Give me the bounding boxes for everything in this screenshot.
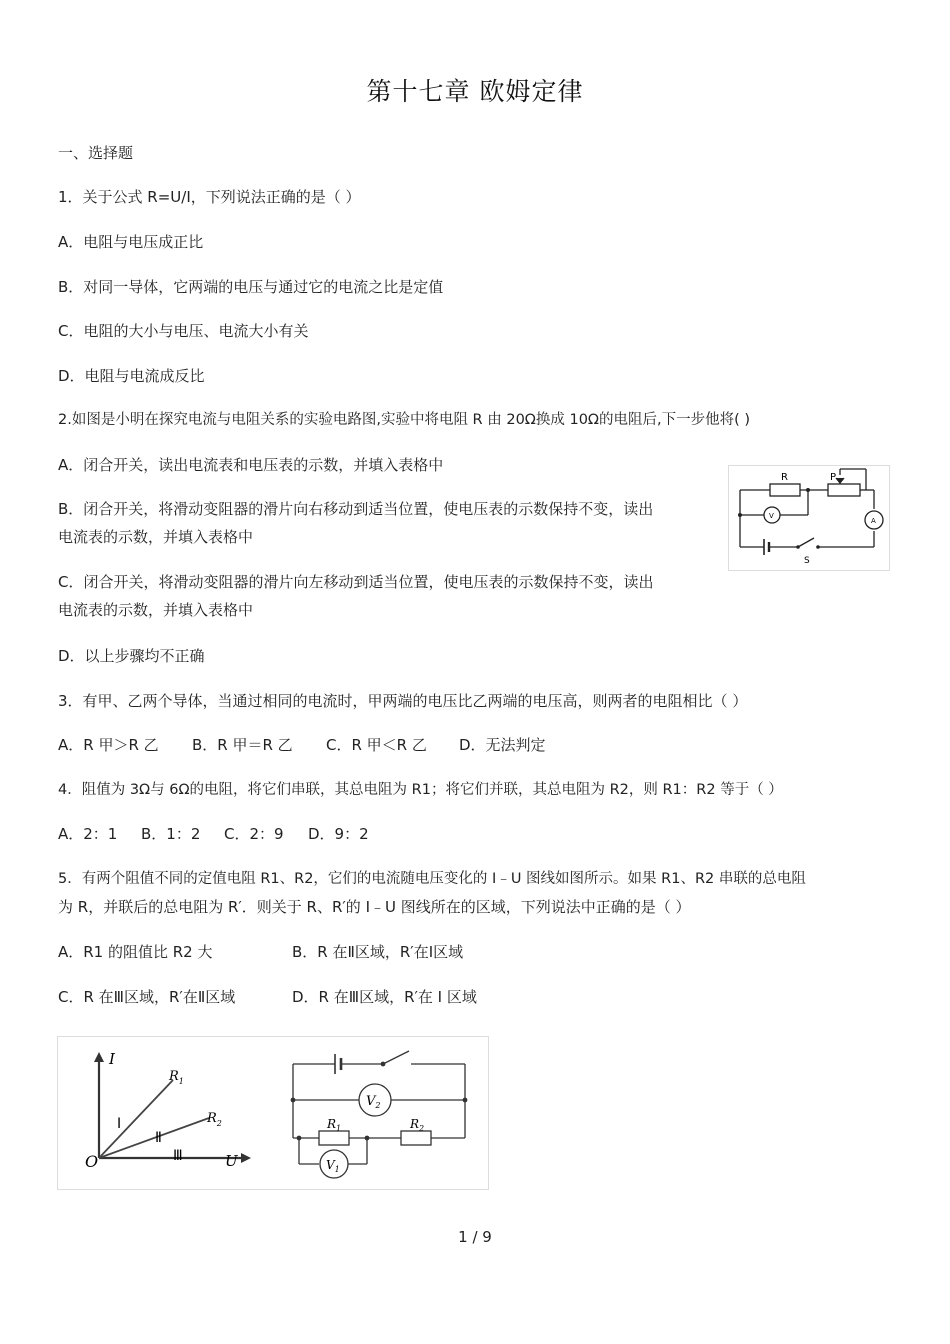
q4-option-b: B．1：2	[141, 825, 201, 843]
q5-label-r1: $R_1$	[169, 1069, 184, 1086]
q3-option-c: C．R 甲＜R 乙	[326, 736, 427, 754]
q5-option-d: D．R 在Ⅲ区域，R′在 I 区域	[292, 988, 477, 1006]
section-heading: 一、选择题	[58, 144, 134, 162]
q2-label-a: A	[871, 517, 876, 525]
q2-label-v: V	[769, 512, 774, 520]
q5-option-a: A．R1 的阻值比 R2 大	[58, 943, 213, 961]
q5-iu-graph	[85, 1050, 251, 1171]
q4-option-c: C．2：9	[224, 825, 284, 843]
q5-label-r1-circuit: $R_1$	[327, 1117, 342, 1133]
q3-option-b: B．R 甲＝R 乙	[192, 736, 293, 754]
q5-stem-line1: 5．有两个阻值不同的定值电阻 R1、R2，它们的电流随电压变化的 I﹣U 图线如图所示。如果 R1、R2 串联的总电阻	[58, 871, 806, 887]
q5-options-row2	[58, 987, 477, 1007]
page-number: 1 / 9	[458, 1228, 492, 1246]
q5-option-c: C．R 在Ⅲ区域，R′在Ⅱ区域	[58, 988, 236, 1006]
q2-option-b-line1: B．闭合开关，将滑动变阻器的滑片向右移动到适当位置，使电压表的示数保持不变，读出	[58, 500, 654, 518]
q4-stem: 4．阻值为 3Ω与 6Ω的电阻，将它们串联，其总电阻为 R1；将它们并联，其总电阻为 R2，则 R1：R2 等于（ ）	[58, 782, 783, 798]
q2-circuit-diagram	[728, 465, 890, 571]
q5-option-b: B．R 在Ⅱ区域，R′在Ⅰ区域	[292, 943, 464, 961]
q2-label-s: S	[804, 556, 810, 566]
q1-option-a: A．电阻与电压成正比	[58, 233, 204, 251]
q3-option-d: D．无法判定	[459, 736, 546, 754]
q2-option-b-line2: 电流表的示数，并填入表格中	[58, 528, 254, 546]
q1-option-d: D．电阻与电流成反比	[58, 367, 205, 385]
q5-origin: O	[85, 1152, 99, 1171]
q2-label-r: R	[781, 472, 788, 483]
q2-stem: 2.如图是小明在探究电流与电阻关系的实验电路图,实验中将电阻 R 由 20Ω换成 10Ω的电阻后,下一步他将( )	[58, 412, 751, 428]
q5-label-r2: $R_2$	[207, 1111, 222, 1128]
q5-line-r2	[99, 1118, 209, 1158]
q4-options	[58, 824, 369, 844]
q5-label-v1: $V_1$	[326, 1158, 340, 1174]
q5-line-r1	[99, 1080, 173, 1158]
q5-figure-panel	[57, 1036, 489, 1190]
q3-option-a: A．R 甲＞R 乙	[58, 736, 159, 754]
q5-zone-3: Ⅲ	[173, 1148, 183, 1164]
q3-options	[58, 735, 546, 755]
q2-option-c-line2: 电流表的示数，并填入表格中	[58, 601, 254, 619]
q5-circuit-diagram	[291, 1051, 468, 1178]
page-title: 第十七章 欧姆定律	[366, 77, 584, 106]
q1-option-c: C．电阻的大小与电压、电流大小有关	[58, 322, 309, 340]
q1-stem: 1．关于公式 R=U/I，下列说法正确的是（ ）	[58, 188, 361, 206]
q5-axis-u: U	[225, 1152, 238, 1170]
q5-options-row1	[58, 942, 463, 962]
q3-stem: 3．有甲、乙两个导体，当通过相同的电流时，甲两端的电压比乙两端的电压高，则两者的电阻相比（ ）	[58, 692, 748, 710]
q4-option-a: A．2：1	[58, 825, 118, 843]
q4-option-d: D．9：2	[308, 825, 369, 843]
q5-zone-1: Ⅰ	[117, 1116, 122, 1132]
q5-stem-line2: 为 R，并联后的总电阻为 R′．则关于 R、R′的 I﹣U 图线所在的区域，下列说法中正确的是（ ）	[58, 898, 691, 916]
q2-option-a: A．闭合开关，读出电流表和电压表的示数，并填入表格中	[58, 456, 444, 474]
q1-option-b: B．对同一导体，它两端的电压与通过它的电流之比是定值	[58, 278, 444, 296]
q2-option-d: D．以上步骤均不正确	[58, 647, 205, 665]
q5-label-v2: $V_2$	[366, 1094, 381, 1110]
q5-zone-2: Ⅱ	[155, 1130, 162, 1146]
q5-label-r2-circuit: $R_2$	[410, 1117, 425, 1133]
q2-label-p: P	[830, 472, 837, 483]
q5-axis-i: I	[109, 1050, 115, 1068]
q2-option-c-line1: C．闭合开关，将滑动变阻器的滑片向左移动到适当位置，使电压表的示数保持不变，读出	[58, 573, 654, 591]
